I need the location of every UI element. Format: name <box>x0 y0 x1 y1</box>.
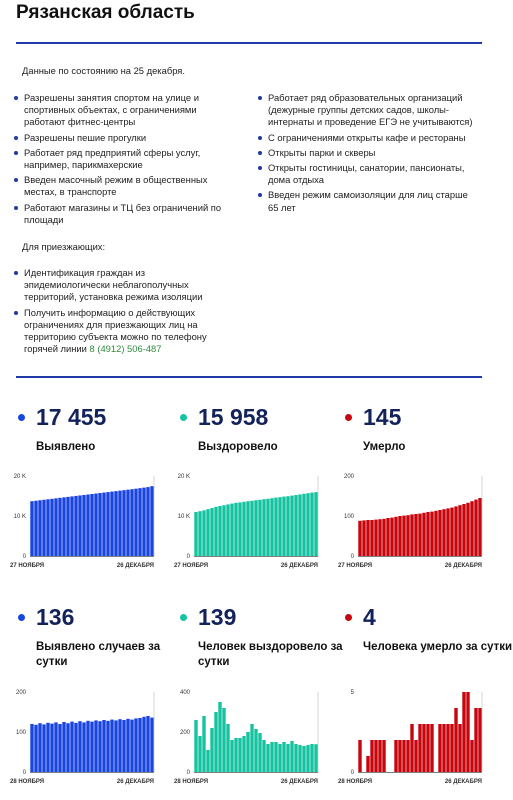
chart-bar <box>46 499 49 556</box>
chart-bar <box>238 738 241 772</box>
chart-bar <box>78 721 81 772</box>
chart-bar <box>386 518 389 556</box>
chart-bar <box>394 740 397 772</box>
chart-bar <box>242 502 245 556</box>
chart-bar <box>214 507 217 556</box>
chart-bar <box>46 723 49 772</box>
right-restriction-item <box>256 189 478 213</box>
series-dot-icon <box>180 414 187 421</box>
bar-chart <box>172 686 322 796</box>
chart-bar <box>294 744 297 772</box>
chart-canvas <box>336 470 486 580</box>
chart-bar <box>234 738 237 772</box>
right-restriction-item <box>256 92 478 129</box>
chart-bar <box>202 510 205 556</box>
arrival-rule-text: Идентификация граждан из эпидемиологически неблагополучных территорий, установка режима изоляции <box>24 267 203 303</box>
chart-bar <box>206 750 209 772</box>
chart-bar <box>454 506 457 556</box>
chart-bar <box>442 724 445 772</box>
bullet-dot-icon <box>258 136 262 140</box>
x-end-label: 26 ДЕКАБРЯ <box>280 779 318 785</box>
chart-bar <box>286 744 289 772</box>
chart-bar <box>134 489 137 556</box>
chart-bar <box>234 503 237 556</box>
chart-bar <box>114 720 117 772</box>
chart-bar <box>394 517 397 556</box>
chart-bar <box>414 514 417 556</box>
right-restriction-text: Открыты парки и скверы <box>268 146 376 158</box>
chart-bar <box>478 498 481 556</box>
arrivals-list <box>12 267 222 358</box>
chart-bar <box>62 497 65 556</box>
stat-label: Человек выздоровело за сутки <box>198 641 343 668</box>
y-tick-label: 200 <box>179 730 190 736</box>
chart-bar <box>390 518 393 556</box>
chart-bar <box>426 512 429 556</box>
chart-bar <box>78 495 81 556</box>
chart-bar <box>38 500 41 556</box>
chart-canvas <box>172 470 322 580</box>
chart-bar <box>298 494 301 556</box>
right-restriction-text: Работает ряд образовательных организаций (дежурные группы детских садов, школы-интернаты и проведение ЕГЭ не учитываются) <box>268 92 473 128</box>
chart-bar <box>270 498 273 556</box>
mid-divider <box>16 376 482 378</box>
chart-bar <box>262 499 265 556</box>
left-restriction-item <box>12 202 234 226</box>
chart-bar <box>370 740 373 772</box>
bullet-dot-icon <box>14 96 18 100</box>
arrival-rule-text: Получить информацию о действующих ограничениях для приезжающих лиц на территорию субъекта можно по телефону горячей линии <box>24 306 207 355</box>
chart-bar <box>70 722 73 772</box>
chart-bar <box>246 732 249 772</box>
chart-bar <box>90 494 93 556</box>
chart-bar <box>54 498 57 556</box>
chart-bar <box>218 506 221 556</box>
chart-bar <box>206 509 209 556</box>
chart-bar <box>306 745 309 772</box>
stat-label: Умерло <box>363 441 406 453</box>
chart-bar <box>406 515 409 556</box>
chart-bar <box>210 728 213 772</box>
chart-bar <box>210 508 213 556</box>
chart-bar <box>402 740 405 772</box>
chart-bar <box>54 722 57 772</box>
right-restriction-text: Введен режим самоизоляции для лиц старше 65 лет <box>268 189 468 213</box>
chart-bar <box>430 512 433 556</box>
chart-bar <box>382 519 385 556</box>
chart-bar <box>138 718 141 772</box>
chart-canvas <box>336 686 486 796</box>
chart-bar <box>230 740 233 772</box>
chart-bar <box>106 492 109 556</box>
stat-value: 17 455 <box>36 404 107 430</box>
y-tick-label: 20 K <box>177 474 190 480</box>
chart-bar <box>478 708 481 772</box>
x-start-label: 27 НОЯБРЯ <box>174 563 209 569</box>
series-dot-icon <box>345 414 352 421</box>
x-end-label: 26 ДЕКАБРЯ <box>116 563 154 569</box>
chart-bar <box>290 741 293 772</box>
chart-bar <box>466 692 469 772</box>
chart-bar <box>66 497 69 556</box>
chart-bar <box>266 499 269 556</box>
chart-bar <box>254 729 257 772</box>
chart-bar <box>98 493 101 556</box>
stat-value: 4 <box>363 604 376 630</box>
x-end-label: 26 ДЕКАБРЯ <box>116 779 154 785</box>
bar-chart <box>336 686 486 796</box>
y-tick-label: 0 <box>186 770 190 776</box>
chart-bar <box>86 494 89 556</box>
left-restriction-item <box>12 174 234 198</box>
page-title: Рязанская область <box>16 2 195 23</box>
chart-bar <box>310 493 313 556</box>
chart-bar <box>258 500 261 556</box>
chart-bar <box>98 721 101 772</box>
x-start-label: 27 НОЯБРЯ <box>338 563 373 569</box>
chart-bar <box>366 520 369 556</box>
chart-bar <box>110 720 113 772</box>
x-start-label: 27 НОЯБРЯ <box>10 563 45 569</box>
chart-bar <box>222 505 225 556</box>
y-tick-label: 0 <box>350 770 354 776</box>
chart-bar <box>122 490 125 556</box>
chart-bar <box>378 519 381 556</box>
chart-bar <box>438 724 441 772</box>
chart-bar <box>214 712 217 772</box>
chart-bar <box>254 500 257 556</box>
chart-bar <box>86 721 89 772</box>
y-tick-label: 100 <box>343 514 354 520</box>
y-tick-label: 20 K <box>13 474 26 480</box>
left-restriction-item <box>12 147 234 171</box>
chart-bar <box>402 516 405 556</box>
chart-bar <box>82 495 85 556</box>
chart-bar <box>426 724 429 772</box>
chart-bar <box>470 740 473 772</box>
x-end-label: 26 ДЕКАБРЯ <box>280 563 318 569</box>
chart-bar <box>398 516 401 556</box>
left-restriction-text: Работают магазины и ТЦ без ограничений по площади <box>24 201 222 225</box>
chart-bar <box>106 721 109 772</box>
chart-bar <box>262 740 265 772</box>
chart-bar <box>294 495 297 556</box>
stat-label: Выявлено <box>36 441 96 453</box>
y-tick-label: 200 <box>15 690 26 696</box>
bullet-dot-icon <box>14 206 18 210</box>
chart-bar <box>422 724 425 772</box>
chart-bar <box>474 708 477 772</box>
chart-bar <box>414 740 417 772</box>
chart-bar <box>34 725 37 772</box>
y-tick-label: 0 <box>22 770 26 776</box>
chart-bar <box>398 740 401 772</box>
chart-bar <box>450 724 453 772</box>
chart-bar <box>310 744 313 772</box>
chart-bar <box>382 740 385 772</box>
y-tick-label: 0 <box>22 554 26 560</box>
chart-bar <box>134 718 137 772</box>
chart-bar <box>282 742 285 772</box>
chart-bar <box>94 494 97 556</box>
chart-bar <box>462 504 465 556</box>
chart-bar <box>370 520 373 556</box>
stat-label: Человека умерло за сутки <box>363 641 513 653</box>
chart-bar <box>446 724 449 772</box>
x-start-label: 28 НОЯБРЯ <box>174 779 209 785</box>
left-restriction-item <box>12 92 234 129</box>
chart-bar <box>230 504 233 556</box>
y-tick-label: 10 K <box>177 514 190 520</box>
chart-bar <box>126 719 129 772</box>
stat-value: 139 <box>198 604 237 630</box>
y-tick-label: 5 <box>350 690 354 696</box>
chart-bar <box>250 501 253 556</box>
chart-bar <box>74 496 77 556</box>
chart-bar <box>62 722 65 772</box>
series-dot-icon <box>180 614 187 621</box>
hotline-phone-link[interactable]: 8 (4912) 506-487 <box>89 343 162 355</box>
chart-bar <box>34 501 37 556</box>
bar-chart <box>172 470 322 580</box>
chart-bar <box>70 496 73 556</box>
chart-canvas <box>172 686 322 796</box>
chart-bar <box>278 744 281 772</box>
chart-canvas <box>8 686 158 796</box>
chart-bar <box>410 514 413 556</box>
chart-bar <box>198 736 201 772</box>
arrivals-header: Для приезжающих: <box>22 241 106 252</box>
chart-bar <box>150 718 153 772</box>
chart-bar <box>442 509 445 556</box>
chart-bar <box>422 513 425 556</box>
chart-bar <box>94 720 97 772</box>
chart-bar <box>246 501 249 556</box>
y-tick-label: 100 <box>15 730 26 736</box>
stat-value: 15 958 <box>198 404 269 430</box>
chart-bar <box>222 708 225 772</box>
chart-canvas <box>8 470 158 580</box>
chart-bar <box>250 724 253 772</box>
chart-bar <box>142 717 145 772</box>
chart-bar <box>146 487 149 556</box>
chart-bar <box>362 520 365 556</box>
chart-bar <box>470 501 473 556</box>
chart-bar <box>306 493 309 556</box>
chart-bar <box>466 503 469 556</box>
chart-bar <box>30 501 33 556</box>
chart-bar <box>282 497 285 556</box>
chart-bar <box>474 500 477 556</box>
left-restriction-text: Разрешены пешие прогулки <box>24 131 147 143</box>
chart-bar <box>462 692 465 772</box>
bar-chart <box>8 470 158 580</box>
bar-chart <box>8 686 158 796</box>
chart-bar <box>218 702 221 772</box>
chart-bar <box>58 724 61 772</box>
x-end-label: 26 ДЕКАБРЯ <box>444 779 482 785</box>
chart-bar <box>374 740 377 772</box>
chart-bar <box>270 742 273 772</box>
chart-bar <box>410 724 413 772</box>
right-restrictions-list <box>256 92 478 217</box>
left-restriction-item <box>12 132 234 144</box>
chart-bar <box>454 708 457 772</box>
chart-bar <box>42 724 45 772</box>
series-dot-icon <box>18 414 25 421</box>
chart-bar <box>114 491 117 556</box>
chart-bar <box>450 508 453 556</box>
stat-label: Выздоровело <box>198 441 278 453</box>
chart-bar <box>146 716 149 772</box>
chart-bar <box>82 722 85 772</box>
chart-bar <box>434 511 437 556</box>
chart-bar <box>38 723 41 772</box>
series-dot-icon <box>18 614 25 621</box>
chart-bar <box>50 724 53 772</box>
right-restriction-item <box>256 132 478 144</box>
chart-bar <box>202 716 205 772</box>
chart-bar <box>126 490 129 556</box>
left-restriction-text: Работает ряд предприятий сферы услуг, например, парикмахерские <box>24 146 201 171</box>
right-restriction-item <box>256 162 478 186</box>
chart-bar <box>358 740 361 772</box>
chart-bar <box>130 489 133 556</box>
chart-bar <box>30 724 33 772</box>
chart-bar <box>298 745 301 772</box>
x-start-label: 28 НОЯБРЯ <box>338 779 373 785</box>
chart-bar <box>142 488 145 556</box>
chart-bar <box>266 744 269 772</box>
stat-value: 136 <box>36 604 75 630</box>
chart-bar <box>194 720 197 772</box>
bullet-dot-icon <box>14 311 18 315</box>
restrictions-panel <box>0 48 488 368</box>
chart-bar <box>150 486 153 556</box>
x-start-label: 28 НОЯБРЯ <box>10 779 45 785</box>
chart-bar <box>418 514 421 556</box>
right-restriction-text: Открыты гостиницы, санатории, пансионаты, дома отдыха <box>268 162 465 186</box>
chart-bar <box>102 720 105 772</box>
chart-bar <box>110 492 113 556</box>
stat-label: Выявлено случаев за сутки <box>36 641 161 668</box>
right-restriction-item <box>256 147 478 159</box>
chart-bar <box>226 724 229 772</box>
chart-bar <box>286 496 289 556</box>
chart-bar <box>130 720 133 772</box>
chart-bar <box>118 491 121 556</box>
chart-bar <box>102 493 105 556</box>
bullet-dot-icon <box>14 136 18 140</box>
top-divider <box>16 42 482 44</box>
series-dot-icon <box>345 614 352 621</box>
y-tick-label: 200 <box>343 474 354 480</box>
date-line: Данные по состоянию на 25 декабря. <box>22 65 185 76</box>
chart-bar <box>258 733 261 772</box>
bullet-dot-icon <box>258 166 262 170</box>
chart-bar <box>446 508 449 556</box>
chart-bar <box>358 521 361 556</box>
chart-bar <box>274 498 277 556</box>
chart-bar <box>138 488 141 556</box>
y-tick-label: 400 <box>179 690 190 696</box>
chart-bar <box>418 724 421 772</box>
bullet-dot-icon <box>14 271 18 275</box>
chart-bar <box>314 492 317 556</box>
chart-bar <box>302 494 305 556</box>
chart-bar <box>302 746 305 772</box>
bar-chart <box>336 470 486 580</box>
chart-bar <box>366 756 369 772</box>
chart-bar <box>238 502 241 556</box>
chart-bar <box>458 724 461 772</box>
chart-bar <box>42 500 45 556</box>
arrival-rule-item <box>12 267 222 304</box>
y-tick-label: 0 <box>350 554 354 560</box>
left-restrictions-list <box>12 92 234 229</box>
chart-bar <box>242 736 245 772</box>
chart-bar <box>194 512 197 556</box>
x-end-label: 26 ДЕКАБРЯ <box>444 563 482 569</box>
chart-bar <box>66 723 69 772</box>
chart-bar <box>58 498 61 556</box>
chart-bar <box>278 497 281 556</box>
stat-value: 145 <box>363 404 402 430</box>
chart-bar <box>274 742 277 772</box>
y-tick-label: 0 <box>186 554 190 560</box>
left-restriction-text: Введен масочный режим в общественных местах, в транспорте <box>24 174 208 198</box>
chart-bar <box>314 744 317 772</box>
left-restriction-text: Разрешены занятия спортом на улице и спортивных объектах, с ограничениями работают фитнес-центры <box>24 92 199 128</box>
chart-bar <box>378 740 381 772</box>
bullet-dot-icon <box>258 96 262 100</box>
chart-bar <box>226 504 229 556</box>
chart-bar <box>406 740 409 772</box>
chart-bar <box>90 722 93 772</box>
chart-bar <box>290 496 293 556</box>
chart-bar <box>198 511 201 556</box>
bullet-dot-icon <box>258 193 262 197</box>
chart-bar <box>118 719 121 772</box>
chart-bar <box>122 720 125 772</box>
arrival-rule-item <box>12 307 222 356</box>
right-restriction-text: С ограничениями открыты кафе и рестораны <box>268 131 466 143</box>
chart-bar <box>74 723 77 772</box>
bullet-dot-icon <box>258 151 262 155</box>
bullet-dot-icon <box>14 151 18 155</box>
chart-bar <box>458 505 461 556</box>
chart-bar <box>430 724 433 772</box>
chart-bar <box>374 520 377 556</box>
chart-bar <box>50 499 53 556</box>
y-tick-label: 10 K <box>13 514 26 520</box>
bullet-dot-icon <box>14 178 18 182</box>
chart-bar <box>438 510 441 556</box>
